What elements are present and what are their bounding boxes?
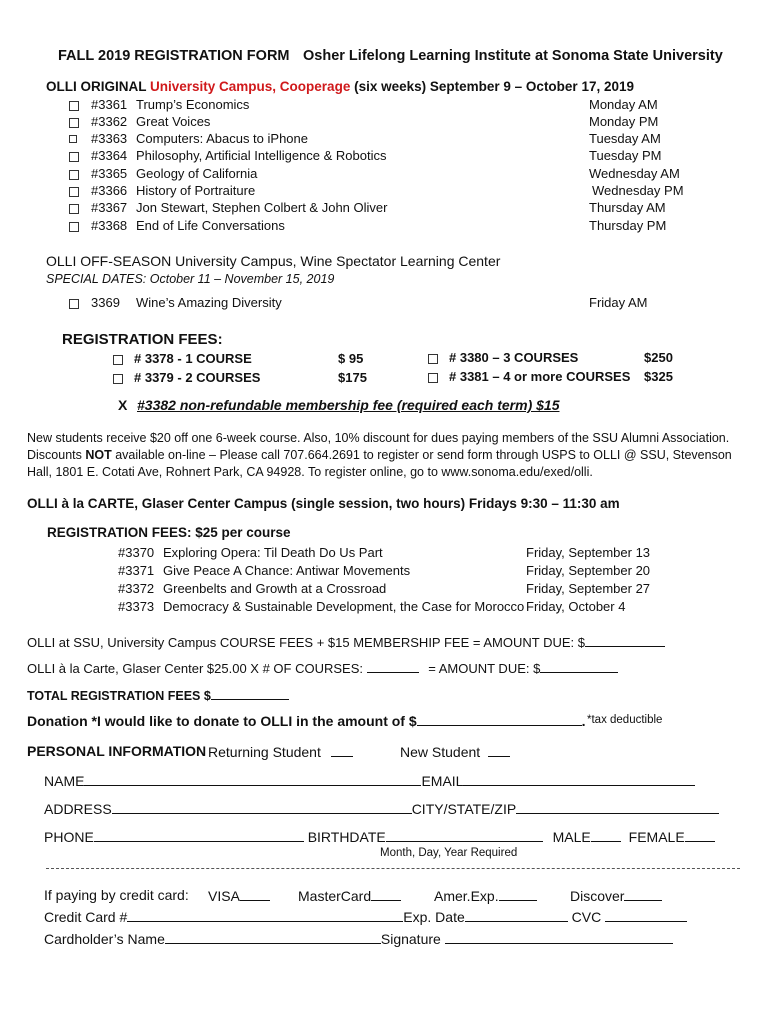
personal-heading: PERSONAL INFORMATION: [27, 743, 207, 759]
course-row: [0, 148, 770, 166]
discover-field[interactable]: [624, 887, 662, 901]
fee-label: # 3378 - 1 COURSE: [134, 351, 252, 366]
course-title: Greenbelts and Growth at a Crossroad: [163, 581, 387, 596]
exp-date-label: Exp. Date: [403, 909, 465, 925]
female-label: FEMALE: [628, 829, 685, 845]
card-line: [44, 908, 687, 925]
carte-course-row: [0, 563, 770, 581]
course-title: Computers: Abacus to iPhone: [136, 131, 308, 146]
course-code: #3364: [91, 148, 128, 163]
course-code: #3361: [91, 97, 128, 112]
special-dates-label: SPECIAL DATES: [46, 272, 143, 286]
course-code: #3373: [118, 599, 155, 614]
carte-heading: OLLI à la CARTE, Glaser Center Campus (single session, two hours) Fridays 9:30 – 11:30 am: [27, 496, 620, 511]
returning-student-label: Returning Student: [208, 744, 321, 760]
course-code: #3365: [91, 166, 128, 181]
phone-line: [44, 828, 715, 845]
form-title: FALL 2019 REGISTRATION FORM: [58, 48, 290, 64]
address-line: [44, 800, 719, 817]
course-row: [0, 200, 770, 218]
membership-fee: #3382 non-refundable membership fee (required each term) $15: [137, 397, 560, 413]
course-time: Tuesday PM: [589, 148, 662, 163]
card-number-field[interactable]: [127, 908, 403, 922]
course-row: [0, 114, 770, 132]
fee-price: $175: [338, 370, 367, 385]
signature-field[interactable]: [445, 930, 673, 944]
fee-price: $325: [644, 369, 673, 384]
mastercard-field[interactable]: [371, 887, 401, 901]
course-title: Democracy & Sustainable Development, the Case for Morocco: [163, 599, 525, 614]
visa-field[interactable]: [240, 887, 270, 901]
cardholder-field[interactable]: [165, 930, 381, 944]
cardholder-label: Cardholder’s Name: [44, 931, 165, 947]
discover-option: [570, 887, 662, 904]
tax-note: *tax deductible: [587, 714, 663, 726]
fee-label: # 3379 - 2 COURSES: [134, 370, 261, 385]
exp-date-field[interactable]: [465, 908, 568, 922]
course-code: #3367: [91, 200, 128, 215]
course-date: Friday, September 27: [526, 581, 651, 596]
cvc-field[interactable]: [605, 908, 687, 922]
city-field[interactable]: [516, 800, 719, 814]
course-title: End of Life Conversations: [136, 218, 285, 233]
course-row: [0, 131, 770, 149]
course-title: Trump’s Economics: [136, 97, 250, 112]
amex-label: Amer.Exp.: [434, 888, 499, 904]
amex-field[interactable]: [499, 887, 537, 901]
fee-option: [0, 350, 770, 368]
payment-intro: If paying by credit card:: [44, 887, 189, 903]
info-text: Discounts: [27, 448, 86, 462]
checkbox[interactable]: [69, 152, 79, 162]
membership-mark: X: [118, 397, 128, 413]
name-field[interactable]: [84, 772, 421, 786]
birthdate-label: BIRTHDATE: [307, 829, 386, 845]
carte-amount-line: [27, 659, 618, 676]
signature-label: Signature: [380, 931, 441, 947]
name-email-line: [44, 772, 695, 789]
donation-field[interactable]: [417, 712, 582, 726]
course-code: #3362: [91, 114, 128, 129]
course-time: Monday PM: [589, 114, 659, 129]
checkbox[interactable]: [69, 222, 79, 232]
course-row: [0, 97, 770, 115]
donation-label: Donation *I would like to donate to OLLI in the amount of $: [27, 713, 417, 729]
carte-courses-label: OLLI à la Carte, Glaser Center $25.00 X # OF COURSES:: [27, 661, 363, 676]
offseason-heading: OLLI OFF-SEASON University Campus, Wine Spectator Learning Center: [46, 253, 501, 269]
course-row: [0, 183, 770, 201]
ssu-amount-field[interactable]: [585, 633, 665, 647]
course-code: 3369: [91, 295, 120, 310]
course-row: [0, 218, 770, 236]
amex-option: [434, 887, 537, 904]
course-title: Wine’s Amazing Diversity: [136, 295, 282, 310]
course-code: #3371: [118, 563, 155, 578]
donation-period: .: [581, 713, 586, 729]
course-code: #3372: [118, 581, 155, 596]
total-fees-field[interactable]: [211, 686, 289, 700]
email-label: EMAIL: [421, 773, 464, 789]
ssu-amount-line: [27, 633, 665, 650]
course-title: History of Portraiture: [136, 183, 256, 198]
new-student: [400, 743, 510, 760]
fee-label: # 3380 – 3 COURSES: [449, 350, 579, 365]
total-fees-label: TOTAL REGISTRATION FEES $: [27, 689, 211, 703]
course-title: Jon Stewart, Stephen Colbert & John Oliver: [136, 200, 388, 215]
course-code: #3368: [91, 218, 128, 233]
original-dates: (six weeks) September 9 – October 17, 2019: [354, 79, 634, 94]
donation-line: [27, 712, 586, 729]
checkbox[interactable]: [428, 354, 438, 364]
info-text: available on-line – Please call 707.664.2691 to register or send form through USPS to OLLI @ SSU, Stevenson: [111, 448, 732, 462]
course-time: Wednesday AM: [589, 166, 680, 181]
fees-heading: REGISTRATION FEES:: [62, 331, 223, 348]
course-time: Thursday PM: [589, 218, 667, 233]
total-fees-line: [27, 686, 289, 703]
checkbox[interactable]: [69, 187, 79, 197]
course-date: Friday, September 13: [526, 545, 651, 560]
institute-name: Osher Lifelong Learning Institute at Sonoma State University: [303, 48, 723, 64]
returning-student: [208, 743, 353, 760]
info-line-3: Hall, 1801 E. Cotati Ave, Rohnert Park, CA 94928. To register online, go to www.sonoma.edu/exed/olli.: [27, 465, 593, 479]
course-time: Wednesday PM: [592, 183, 684, 198]
carte-course-row: [0, 581, 770, 599]
course-row: [0, 166, 770, 184]
course-title: Geology of California: [136, 166, 258, 181]
separator: [46, 868, 740, 869]
checkbox[interactable]: [69, 101, 79, 111]
new-student-field[interactable]: [488, 743, 510, 757]
visa-label: VISA: [208, 888, 240, 904]
course-time: Tuesday AM: [589, 131, 661, 146]
birthdate-hint: Month, Day, Year Required: [380, 847, 518, 859]
carte-amount-label: = AMOUNT DUE: $: [428, 661, 541, 676]
fee-option: [0, 369, 770, 387]
course-code: #3370: [118, 545, 155, 560]
original-heading: [46, 79, 634, 94]
course-time: Thursday AM: [589, 200, 666, 215]
checkbox[interactable]: [69, 118, 79, 128]
new-student-label: New Student: [400, 744, 481, 760]
visa-option: [208, 887, 270, 904]
course-title: Philosophy, Artificial Intelligence & Robotics: [136, 148, 387, 163]
checkbox[interactable]: [69, 170, 79, 180]
special-dates: [46, 272, 334, 286]
course-code: #3363: [91, 131, 128, 146]
course-time: Monday AM: [589, 97, 658, 112]
original-campus: University Campus, Cooperage: [150, 79, 351, 94]
returning-student-field[interactable]: [331, 743, 353, 757]
fee-label: # 3381 – 4 or more COURSES: [449, 369, 631, 384]
discover-label: Discover: [570, 888, 625, 904]
carte-courses-field[interactable]: [367, 659, 419, 673]
name-label: NAME: [44, 773, 85, 789]
checkbox[interactable]: [69, 299, 79, 309]
special-dates-range: : October 11 – November 15, 2019: [142, 272, 335, 286]
original-prefix: OLLI ORIGINAL: [46, 79, 147, 94]
course-title: Great Voices: [136, 114, 211, 129]
checkbox[interactable]: [69, 204, 79, 214]
info-emphasis: NOT: [85, 448, 112, 462]
fee-price: $ 95: [338, 351, 364, 366]
male-label: MALE: [552, 829, 591, 845]
info-line-1: New students receive $20 off one 6-week course. Also, 10% discount for dues paying members of the SSU Alumni Association.: [27, 431, 730, 445]
carte-fees: REGISTRATION FEES: $25 per course: [47, 525, 291, 540]
course-date: Friday, October 4: [526, 599, 626, 614]
male-field[interactable]: [591, 828, 621, 842]
course-title: Give Peace A Chance: Antiwar Movements: [163, 563, 411, 578]
card-number-label: Credit Card #: [44, 909, 128, 925]
phone-field[interactable]: [94, 828, 304, 842]
carte-course-row: [0, 599, 770, 617]
female-field[interactable]: [685, 828, 715, 842]
fee-price: $250: [644, 350, 673, 365]
address-field[interactable]: [112, 800, 412, 814]
ssu-amount-label: OLLI at SSU, University Campus COURSE FEES + $15 MEMBERSHIP FEE = AMOUNT DUE: $: [27, 635, 585, 650]
course-time: Friday AM: [589, 295, 648, 310]
mastercard-option: [298, 887, 401, 904]
address-label: ADDRESS: [44, 801, 112, 817]
email-field[interactable]: [463, 772, 695, 786]
mastercard-label: MasterCard: [298, 888, 372, 904]
offseason-course-row: [0, 295, 770, 313]
cvc-label: CVC: [571, 909, 602, 925]
course-date: Friday, September 20: [526, 563, 651, 578]
carte-amount-field[interactable]: [540, 659, 618, 673]
checkbox[interactable]: [428, 373, 438, 383]
course-title: Exploring Opera: Til Death Do Us Part: [163, 545, 383, 560]
birthdate-field[interactable]: [386, 828, 543, 842]
checkbox[interactable]: [69, 135, 77, 143]
city-label: CITY/STATE/ZIP: [411, 801, 517, 817]
carte-course-row: [0, 545, 770, 563]
info-line-2: [27, 448, 732, 462]
course-code: #3366: [91, 183, 128, 198]
holder-line: [44, 930, 673, 947]
phone-label: PHONE: [44, 829, 94, 845]
